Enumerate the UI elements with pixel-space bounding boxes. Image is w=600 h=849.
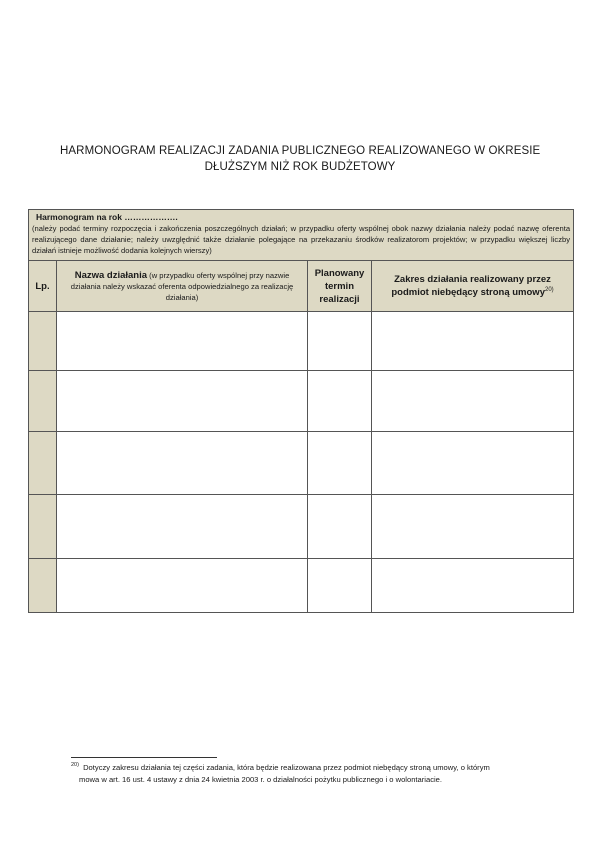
row-scope-cell[interactable] [372, 559, 574, 613]
row-scope-cell[interactable] [372, 495, 574, 559]
footnote-divider [71, 757, 217, 758]
schedule-year-heading: Harmonogram na rok ………………. [36, 212, 178, 222]
footnote-number: 20) [71, 762, 79, 768]
column-header-name-bold: Nazwa działania [74, 269, 148, 281]
table-row [29, 559, 574, 613]
row-name-cell[interactable] [57, 312, 308, 371]
row-term-cell[interactable] [308, 559, 372, 613]
row-lp-cell[interactable] [29, 371, 57, 432]
row-lp-cell[interactable] [29, 559, 57, 613]
column-header-term-line-2: termin [324, 280, 355, 292]
column-header-name-note: (w przypadku oferty wspólnej przy nazwie działania należy wskazać oferenta odpowiedzialnego za realizację działania) [70, 270, 294, 302]
row-term-cell[interactable] [308, 432, 372, 495]
column-header-term [308, 261, 372, 312]
table-row [29, 432, 574, 495]
row-scope-cell[interactable] [372, 371, 574, 432]
schedule-year-header [29, 210, 574, 261]
footnote-reference: 20) [544, 287, 554, 293]
row-lp-cell[interactable] [29, 432, 57, 495]
footnote [71, 762, 551, 786]
table-row [29, 495, 574, 559]
column-header-scope [372, 261, 574, 312]
row-lp-cell[interactable] [29, 312, 57, 371]
column-header-name [57, 261, 308, 312]
row-name-cell[interactable] [57, 495, 308, 559]
row-scope-cell[interactable] [372, 312, 574, 371]
row-term-cell[interactable] [308, 371, 372, 432]
schedule-table [28, 209, 574, 613]
row-term-cell[interactable] [308, 312, 372, 371]
page-title-line-2: DŁUŻSZYM NIŻ ROK BUDŻETOWY [204, 161, 396, 173]
page-title-line-1: HARMONOGRAM REALIZACJI ZADANIA PUBLICZNEGO REALIZOWANEGO W OKRESIE [60, 145, 541, 157]
row-name-cell[interactable] [57, 371, 308, 432]
footnote-line-1-wrap [71, 762, 551, 774]
schedule-instructions: (należy podać terminy rozpoczęcia i zakończenia poszczególnych działań; w przypadku oferty wspólnej obok nazwy działania należy podać nazwę oferenta realizującego dane działanie; należy uwzględnić także działanie polegające na przekazaniu środków realizatorom projektów; w przypadku większej liczby działań istnieje możliwość dodania kolejnych wierszy) [32, 224, 571, 255]
row-term-cell[interactable] [308, 495, 372, 559]
column-header-term-line-1: Planowany [314, 267, 365, 279]
footnote-line-2: mowa w art. 16 ust. 4 ustawy z dnia 24 kwietnia 2003 r. o działalności pożytku publicznego i o wolontariacie. [79, 775, 443, 784]
footnote-line-1: Dotyczy zakresu działania tej części zadania, która będzie realizowana przez podmiot niebędący stroną umowy, o którym [83, 763, 490, 772]
column-header-scope-line-1: Zakres działania realizowany przez [394, 274, 551, 285]
row-name-cell[interactable] [57, 432, 308, 495]
row-scope-cell[interactable] [372, 432, 574, 495]
column-header-scope-line-2-wrap [372, 286, 573, 299]
row-lp-cell[interactable] [29, 495, 57, 559]
table-row [29, 371, 574, 432]
row-name-cell[interactable] [57, 559, 308, 613]
table-row [29, 312, 574, 371]
column-header-scope-line-2: podmiot niebędący stroną umowy [391, 287, 545, 298]
page-title [60, 143, 540, 175]
column-header-lp: Lp. [29, 261, 57, 312]
column-header-term-line-3: realizacji [319, 293, 360, 305]
